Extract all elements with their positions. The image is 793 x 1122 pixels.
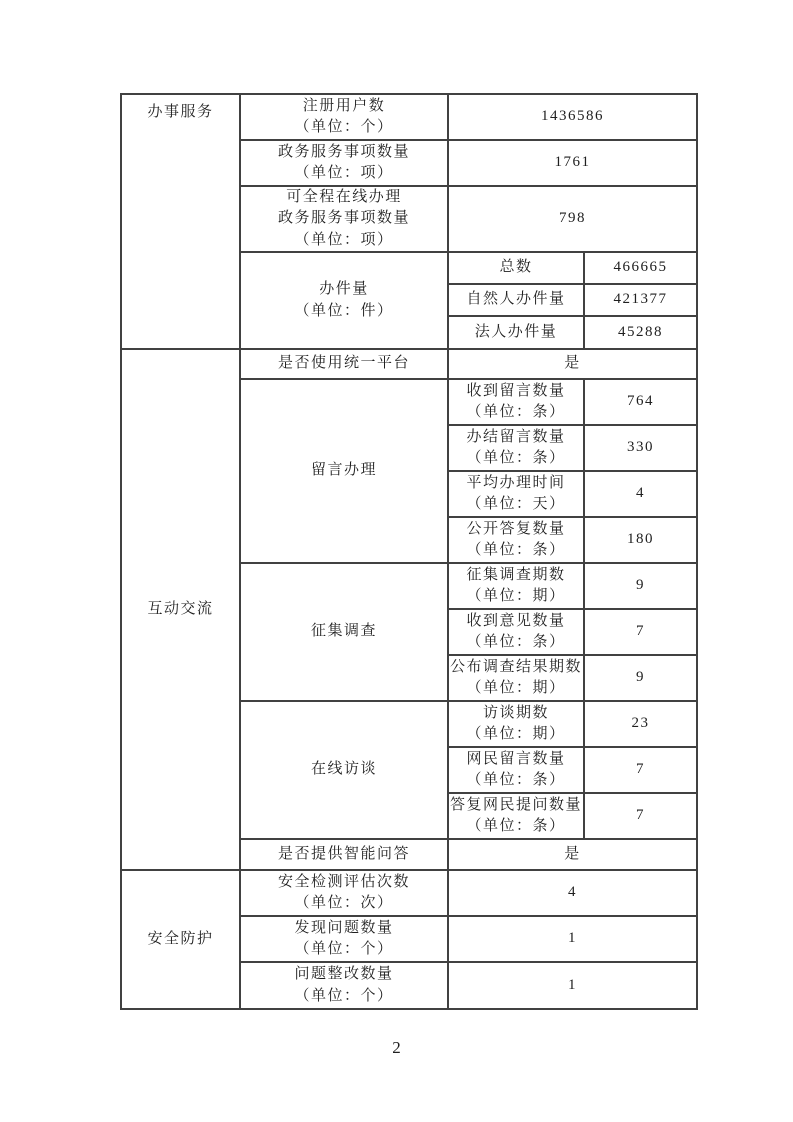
metric-value-cell: 1436586 (448, 94, 697, 140)
metric-unit: （单位：条） (466, 772, 566, 788)
metric-value-cell: 是 (448, 349, 697, 379)
metric-name: 可全程在线办理 (286, 189, 402, 206)
section-title: 办事服务 (147, 104, 214, 120)
metric-label-cell (240, 186, 448, 252)
group-cell-interview: 在线访谈 (240, 701, 448, 839)
metric-unit: （单位：期） (466, 726, 566, 742)
metric-name: 收到意见数量 (466, 612, 566, 629)
submetric-value-cell: 180 (584, 517, 697, 563)
submetric-label-cell (448, 655, 584, 701)
metric-name: 发现问题数量 (294, 919, 394, 936)
metric-label-cell (240, 916, 448, 962)
metric-unit: （单位：天） (466, 496, 566, 512)
section-cell-service (121, 94, 240, 349)
metric-value-cell: 1 (448, 962, 697, 1009)
submetric-value-cell: 23 (584, 701, 697, 747)
group-name: 办件量 (319, 281, 369, 298)
metric-label-cell (240, 870, 448, 916)
metric-unit: （单位：项） (294, 231, 394, 248)
metric-name: 收到留言数量 (466, 382, 566, 399)
metric-value-cell: 是 (448, 839, 697, 870)
submetric-value-cell: 9 (584, 563, 697, 609)
metric-unit: （单位：项） (294, 165, 394, 181)
metric-unit: （单位：期） (466, 680, 566, 696)
submetric-label-cell (448, 609, 584, 655)
section-cell-interaction (121, 349, 240, 870)
report-table (120, 93, 698, 1010)
submetric-value-cell: 45288 (584, 316, 697, 349)
metric-name: 安全检测评估次数 (277, 873, 410, 890)
group-cell-volume (240, 252, 448, 349)
submetric-value-cell: 764 (584, 379, 697, 425)
metric-value-cell: 1 (448, 916, 697, 962)
section-title: 安全防护 (147, 930, 214, 947)
submetric-label-cell (448, 701, 584, 747)
metric-name: 征集调查期数 (466, 566, 566, 583)
metric-name: 网民留言数量 (466, 750, 566, 767)
group-cell-survey: 征集调查 (240, 563, 448, 701)
metric-name: 问题整改数量 (294, 966, 394, 983)
section-cell-security (121, 870, 240, 1009)
metric-name: 访谈期数 (482, 704, 549, 721)
section-title: 互动交流 (147, 600, 214, 617)
metric-name: 政务服务事项数量 (277, 143, 410, 160)
metric-name: 办结留言数量 (466, 428, 566, 445)
metric-value-cell: 798 (448, 186, 697, 252)
submetric-value-cell: 9 (584, 655, 697, 701)
metric-name: 公开答复数量 (466, 520, 566, 537)
metric-unit: （单位：次） (294, 895, 394, 911)
metric-name: 答复网民提问数量 (449, 796, 582, 813)
metric-label-cell: 是否提供智能问答 (240, 839, 448, 870)
metric-unit: （单位：个） (294, 119, 394, 135)
group-cell-message-handling: 留言办理 (240, 379, 448, 563)
metric-label-cell: 是否使用统一平台 (240, 349, 448, 379)
submetric-label-cell (448, 517, 584, 563)
submetric-label-cell (448, 471, 584, 517)
metric-unit: （单位：期） (466, 588, 566, 604)
group-unit: （单位：件） (294, 302, 394, 319)
metric-name: 政务服务事项数量 (277, 210, 410, 227)
submetric-value-cell: 330 (584, 425, 697, 471)
metric-name: 平均办理时间 (466, 474, 566, 491)
submetric-value-cell: 421377 (584, 284, 697, 316)
submetric-label-cell (448, 747, 584, 793)
submetric-label-cell (448, 563, 584, 609)
metric-unit: （单位：条） (466, 542, 566, 558)
submetric-label-cell (448, 425, 584, 471)
metric-unit: （单位：条） (466, 818, 566, 834)
submetric-value-cell: 7 (584, 747, 697, 793)
submetric-value-cell: 7 (584, 793, 697, 839)
metric-name: 注册用户数 (302, 97, 386, 114)
metric-unit: （单位：条） (466, 634, 566, 650)
metric-value-cell: 1761 (448, 140, 697, 186)
submetric-value-cell: 4 (584, 471, 697, 517)
metric-label-cell (240, 94, 448, 140)
page-number: 2 (392, 1038, 401, 1057)
submetric-value-cell: 466665 (584, 252, 697, 284)
metric-name: 公布调查结果期数 (449, 658, 582, 675)
metric-label-cell (240, 140, 448, 186)
metric-unit: （单位：条） (466, 404, 566, 420)
submetric-label-cell: 自然人办件量 (448, 284, 584, 316)
submetric-label-cell: 总数 (448, 252, 584, 284)
metric-unit: （单位：个） (294, 987, 394, 1004)
submetric-label-cell (448, 793, 584, 839)
metric-label-cell (240, 962, 448, 1009)
submetric-value-cell: 7 (584, 609, 697, 655)
metric-value-cell: 4 (448, 870, 697, 916)
metric-unit: （单位：条） (466, 450, 566, 466)
metric-unit: （单位：个） (294, 941, 394, 957)
submetric-label-cell (448, 379, 584, 425)
submetric-label-cell: 法人办件量 (448, 316, 584, 349)
